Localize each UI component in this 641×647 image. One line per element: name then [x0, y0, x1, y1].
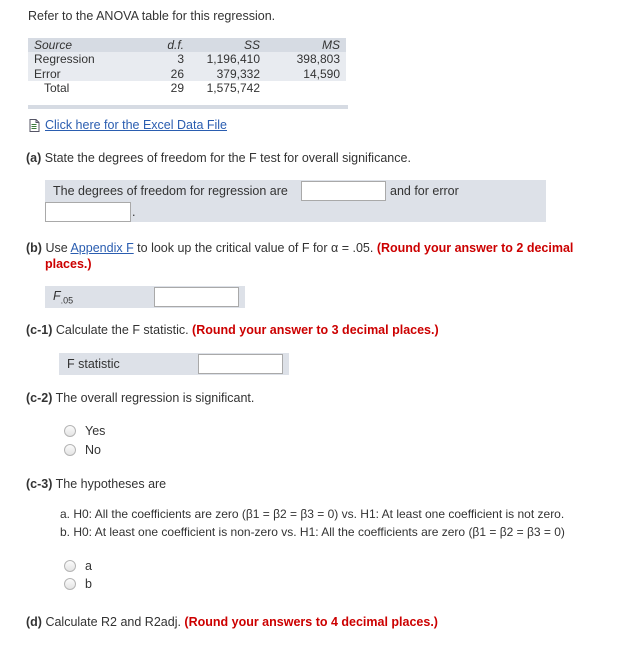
f-subscript: .05 [60, 295, 74, 306]
appendix-f-link[interactable]: Appendix F [70, 241, 134, 255]
radio-b-label: b [85, 577, 92, 591]
cell-ss: 1,196,410 [206, 52, 260, 66]
header-ss: SS [243, 38, 260, 52]
intro-text: Refer to the ANOVA table for this regression. [28, 9, 276, 23]
question-d-label: (d) [26, 615, 42, 629]
radio-no-label: No [85, 443, 101, 457]
radio-yes[interactable] [64, 425, 76, 437]
header-df: d.f. [167, 38, 184, 52]
df-error-input[interactable] [45, 202, 131, 222]
f-letter: F [53, 289, 61, 303]
question-b-round-1: (Round your answer to 2 decimal [376, 241, 574, 255]
cell-ss: 1,575,742 [206, 81, 260, 95]
cell-source: Total [44, 81, 70, 95]
question-d-round: (Round your answers to 4 decimal places.) [184, 615, 438, 629]
cell-ss: 379,332 [216, 66, 260, 81]
cell-source: Error [34, 66, 61, 81]
radio-a-label: a [85, 559, 92, 573]
cell-ms: 14,590 [303, 66, 340, 81]
radio-b[interactable] [64, 578, 76, 590]
f-statistic-label: F statistic [67, 357, 120, 371]
cell-ms [260, 81, 340, 96]
question-c1-round: (Round your answer to 3 decimal places.) [192, 323, 439, 337]
question-b-label: (b) [26, 241, 42, 255]
radio-no[interactable] [64, 444, 76, 456]
excel-file-icon [28, 119, 41, 132]
question-d [26, 615, 438, 629]
question-c3-text: The hypotheses are [52, 477, 167, 491]
question-c2 [26, 391, 254, 405]
anova-header [28, 38, 346, 52]
radio-a[interactable] [64, 560, 76, 572]
question-c2-label: (c-2) [26, 391, 53, 405]
question-a [26, 151, 411, 165]
question-d-text: Calculate R2 and R2adj. [41, 615, 185, 629]
table-row [28, 52, 346, 67]
cell-df: 26 [170, 66, 184, 81]
question-b [26, 240, 616, 272]
question-b-text-pre: Use [41, 241, 71, 255]
question-c1-text: Calculate the F statistic. [52, 323, 193, 337]
header-source: Source [34, 38, 73, 52]
cell-ms: 398,803 [296, 52, 340, 66]
question-c3 [26, 477, 166, 491]
f-critical-label [53, 289, 73, 306]
hypothesis-a: a. H0: All the coefficients are zero (β1 = β2 = β3 = 0) vs. H1: At least one coefficient is not zero. [60, 507, 565, 521]
df-error-label: and for error [390, 184, 459, 198]
anova-table [28, 38, 346, 96]
f-statistic-input[interactable] [198, 354, 283, 374]
df-regression-input[interactable] [301, 181, 386, 201]
table-row [28, 81, 346, 96]
table-divider [28, 105, 348, 109]
header-ms: MS [322, 38, 340, 52]
question-c2-text: The overall regression is significant. [52, 391, 255, 405]
excel-data-link[interactable]: Click here for the Excel Data File [45, 118, 228, 132]
excel-link-row[interactable] [28, 118, 227, 132]
table-row [28, 67, 346, 82]
cell-df: 29 [170, 81, 184, 95]
question-c3-label: (c-3) [26, 477, 53, 491]
f-critical-input[interactable] [154, 287, 239, 307]
hypothesis-b: b. H0: At least one coefficient is non-zero vs. H1: All the coefficients are zero (β1 = β2 = β3 = 0) [60, 525, 565, 539]
question-a-text: State the degrees of freedom for the F test for overall significance. [41, 151, 411, 165]
question-c1 [26, 323, 439, 337]
cell-source: Regression [34, 52, 95, 66]
period: . [132, 205, 136, 219]
cell-df: 3 [177, 52, 184, 66]
question-c1-label: (c-1) [26, 323, 53, 337]
df-regression-label: The degrees of freedom for regression are [53, 184, 288, 198]
question-b-round-2: places.) [45, 257, 92, 271]
question-b-text-post: to look up the critical value of F for α = .05. [133, 241, 377, 255]
question-a-label: (a) [26, 151, 42, 165]
radio-yes-label: Yes [85, 424, 106, 438]
